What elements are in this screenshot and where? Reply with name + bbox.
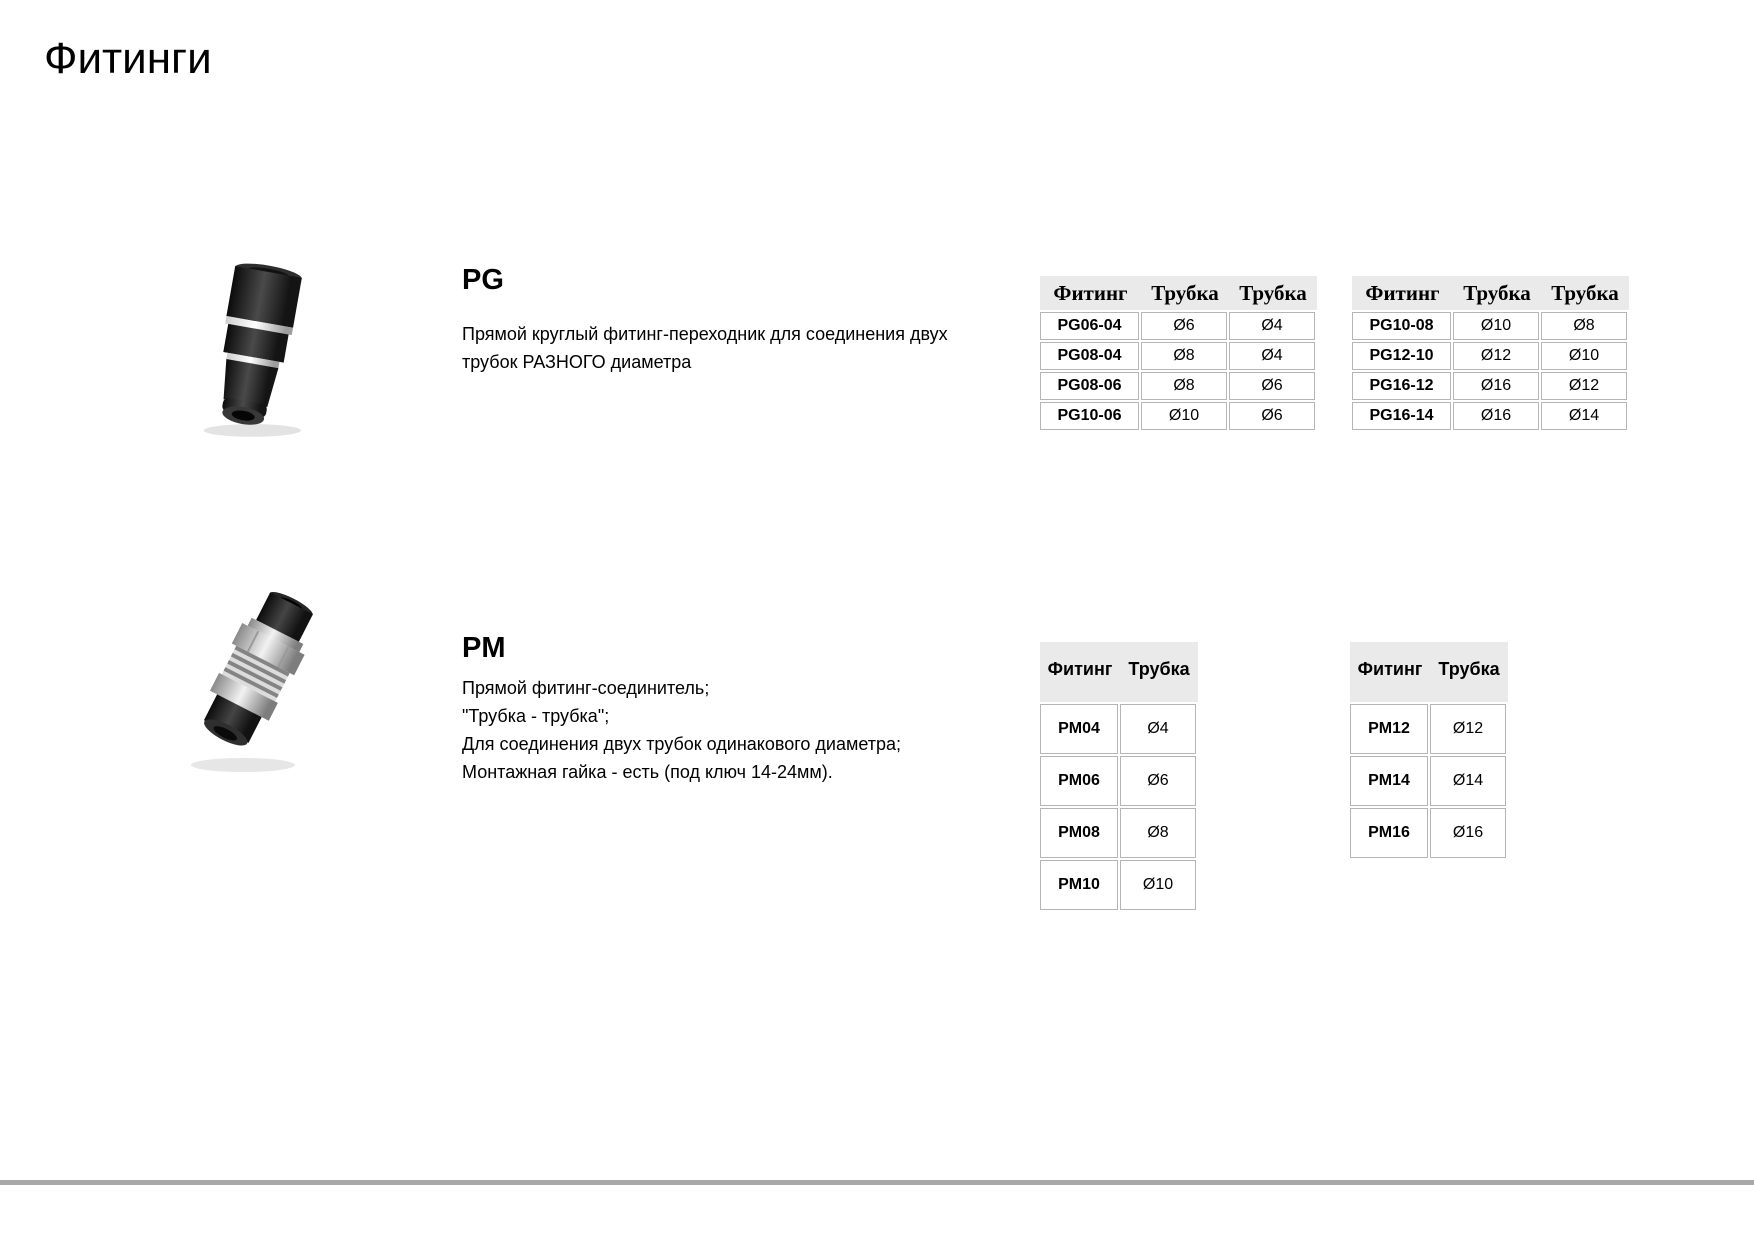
pg-description	[462, 320, 948, 376]
tube-size-cell: Ø10	[1120, 860, 1196, 910]
tube-size-cell: Ø16	[1430, 808, 1506, 858]
column-header: Трубка	[1463, 280, 1531, 305]
tube-size-cell: Ø8	[1120, 808, 1196, 858]
fitting-code-cell: PG10-08	[1352, 312, 1451, 340]
column-header: Трубка	[1438, 658, 1500, 679]
tube-size-cell: Ø16	[1453, 372, 1539, 400]
tube-size-cell: Ø10	[1141, 402, 1227, 430]
fitting-code-cell: PM14	[1350, 756, 1428, 806]
column-header: Трубка	[1551, 280, 1619, 305]
pm-section-heading: PM	[462, 632, 506, 664]
pm-description	[462, 674, 901, 786]
fitting-code-cell: PM04	[1040, 704, 1118, 754]
table-header-row	[1352, 276, 1629, 310]
page-title: Фитинги	[44, 34, 212, 83]
bottom-divider	[0, 1180, 1754, 1185]
tube-size-cell: Ø4	[1229, 312, 1315, 340]
column-header: Фитинг	[1365, 280, 1440, 305]
table-header-row	[1040, 276, 1317, 310]
fitting-code-cell: PM10	[1040, 860, 1118, 910]
fitting-code-cell: PG16-14	[1352, 402, 1451, 430]
pm-fitting-image	[158, 582, 348, 782]
tube-size-cell: Ø14	[1430, 756, 1506, 806]
pm-description-line: "Трубка - трубка";	[462, 706, 610, 726]
pg-product-photo	[168, 256, 343, 441]
tube-size-cell: Ø12	[1430, 704, 1506, 754]
fitting-code-cell: PG12-10	[1352, 342, 1451, 370]
fitting-code-cell: PG06-04	[1040, 312, 1139, 340]
tube-size-cell: Ø14	[1541, 402, 1627, 430]
fitting-code-cell: PG08-04	[1040, 342, 1139, 370]
pg-size-table-2	[1352, 276, 1629, 430]
pm-description-line: Для соединения двух трубок одинакового диаметра;	[462, 734, 902, 754]
pm-product-photo	[158, 582, 348, 782]
table-body	[1040, 312, 1317, 430]
fitting-code-cell: PM16	[1350, 808, 1428, 858]
pg-size-table-1	[1040, 276, 1317, 430]
tube-size-cell: Ø12	[1453, 342, 1539, 370]
tube-size-cell: Ø6	[1120, 756, 1196, 806]
pm-size-table-1	[1040, 642, 1198, 910]
fitting-code-cell: PG08-06	[1040, 372, 1139, 400]
pg-description-line: трубок РАЗНОГО диаметра	[462, 352, 692, 372]
fitting-code-cell: PG16-12	[1352, 372, 1451, 400]
tube-size-cell: Ø8	[1141, 372, 1227, 400]
tube-size-cell: Ø12	[1541, 372, 1627, 400]
tube-size-cell: Ø6	[1141, 312, 1227, 340]
table-header-row	[1350, 642, 1508, 702]
table-body	[1352, 312, 1629, 430]
tube-size-cell: Ø6	[1229, 372, 1315, 400]
pm-size-table-2	[1350, 642, 1508, 858]
tube-size-cell: Ø4	[1229, 342, 1315, 370]
column-header: Фитинг	[1047, 658, 1113, 679]
pm-description-line: Прямой фитинг-соединитель;	[462, 678, 710, 698]
table-body	[1350, 704, 1508, 858]
tube-size-cell: Ø10	[1541, 342, 1627, 370]
tube-size-cell: Ø4	[1120, 704, 1196, 754]
pg-description-line: Прямой круглый фитинг-переходник для соединения двух	[462, 324, 948, 344]
column-header: Трубка	[1151, 280, 1219, 305]
table-header-row	[1040, 642, 1198, 702]
fitting-code-cell: PM12	[1350, 704, 1428, 754]
column-header: Трубка	[1128, 658, 1190, 679]
tube-size-cell: Ø6	[1229, 402, 1315, 430]
column-header: Фитинг	[1357, 658, 1423, 679]
tube-size-cell: Ø16	[1453, 402, 1539, 430]
pm-description-line: Монтажная гайка - есть (под ключ 14-24мм).	[462, 762, 833, 782]
column-header: Фитинг	[1053, 280, 1128, 305]
tube-size-cell: Ø8	[1141, 342, 1227, 370]
fitting-code-cell: PM08	[1040, 808, 1118, 858]
column-header: Трубка	[1239, 280, 1307, 305]
tube-size-cell: Ø10	[1453, 312, 1539, 340]
fitting-code-cell: PG10-06	[1040, 402, 1139, 430]
pg-fitting-image	[168, 256, 343, 441]
tube-size-cell: Ø8	[1541, 312, 1627, 340]
fitting-code-cell: PM06	[1040, 756, 1118, 806]
table-body	[1040, 704, 1198, 910]
pg-section-heading: PG	[462, 264, 504, 296]
